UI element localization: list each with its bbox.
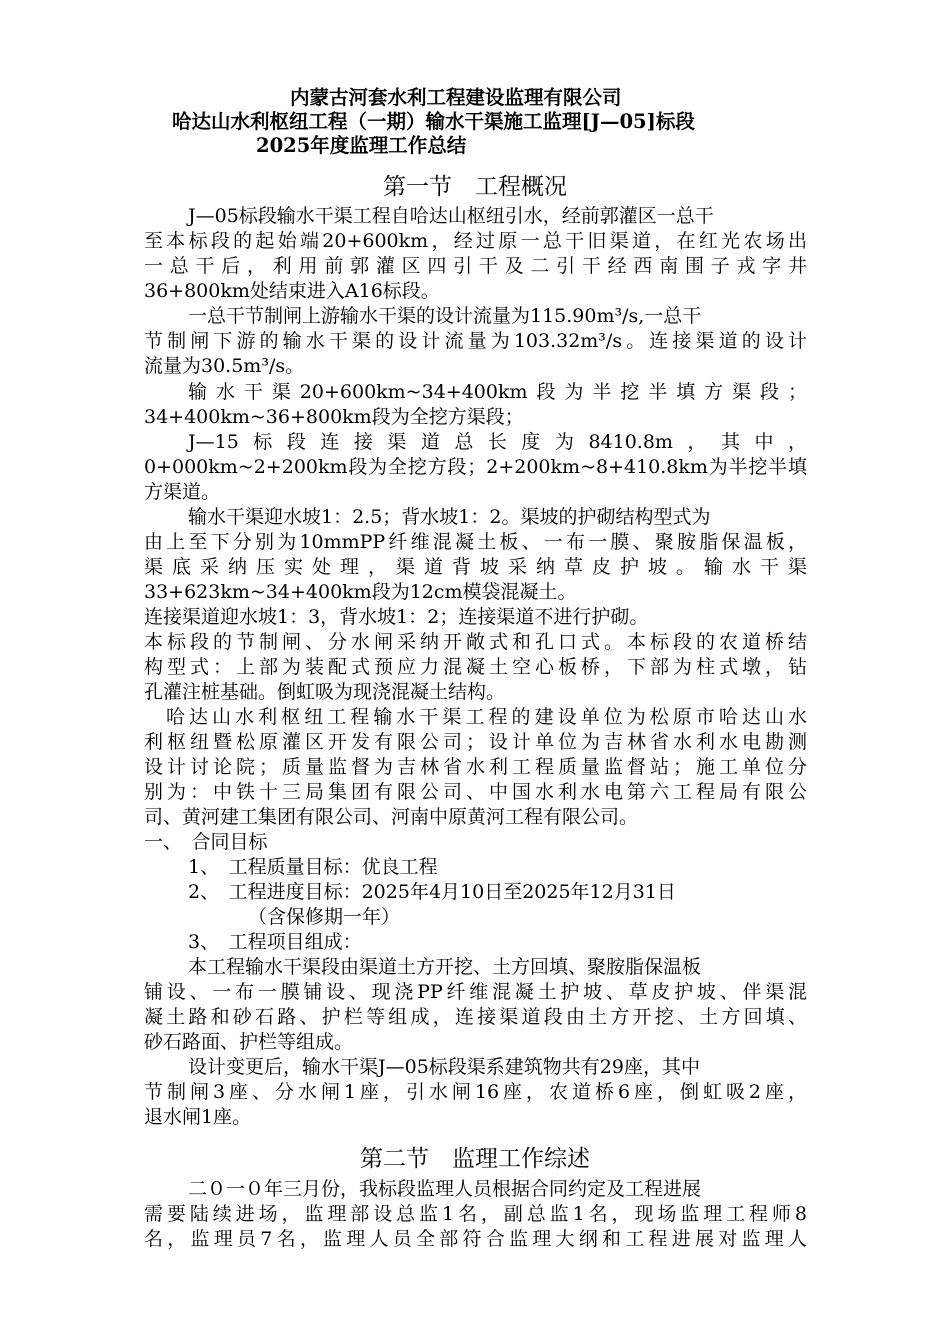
paragraph-line: J—15标段连接渠道总长度为8410.8m，其中，	[188, 431, 807, 453]
paragraph-line: 输水干渠迎水坡1：2.5；背水坡1：2。渠坡的护砌结构型式为	[188, 506, 711, 528]
paragraph-line: 连接渠道迎水坡1：3，背水坡1：2；连接渠道不进行护砌。	[144, 606, 649, 628]
paragraph-line: 孔灌注桩基础。倒虹吸为现浇混凝土结构。	[144, 681, 506, 703]
list-item: 3、 工程项目组成：	[188, 931, 362, 953]
list-item: 2、 工程进度目标：2025年4月10日至2025年12月31日	[188, 881, 676, 903]
list-item: 1、 工程质量目标：优良工程	[188, 856, 438, 878]
paragraph-line: 铺设、一布一膜铺设、现浇PP纤维混凝土护坡、草皮护坡、伴渠混	[144, 981, 807, 1003]
paragraph-line: 渠底采纳压实处理，渠道背坡采纳草皮护坡。输水干渠	[144, 556, 807, 578]
paragraph-line: 节制闸3座、分水闸1座，引水闸16座，农道桥6座，倒虹吸2座，	[144, 1081, 807, 1103]
paragraph-line: 本标段的节制闸、分水闸采纳开敞式和孔口式。本标段的农道桥结	[144, 631, 807, 653]
paragraph-line: 砂石路面、护栏等组成。	[144, 1031, 354, 1053]
paragraph-line: J—05标段输水干渠工程自哈达山枢纽引水，经前郭灌区一总干	[188, 205, 714, 227]
paragraph-line: 流量为30.5m³/s。	[144, 355, 305, 377]
paragraph-line: 设计讨论院；质量监督为吉林省水利工程质量监督站；施工单位分	[144, 756, 807, 778]
paragraph-line: 哈达山水利枢纽工程输水干渠工程的建设单位为松原市哈达山水	[166, 706, 807, 728]
paragraph-line: 名，监理员7名，监理人员全部符合监理大纲和工程进展对监理人	[144, 1228, 807, 1250]
section-heading-2: 第二节 监理工作综述	[360, 1146, 590, 1172]
project-title: 哈达山水利枢纽工程（一期）输水干渠施工监理[J—05]标段	[172, 110, 695, 133]
paragraph-line: 由上至下分别为10mmPP纤维混凝土板、一布一膜、聚胺脂保温板，	[144, 531, 807, 553]
paragraph-line: 凝土路和砂石路、护栏等组成，连接渠道段由土方开挖、土方回填、	[144, 1006, 807, 1028]
report-title: 2025年度监理工作总结	[256, 134, 467, 157]
paragraph-line: 利枢纽暨松原灌区开发有限公司；设计单位为吉林省水利水电勘测	[144, 731, 807, 753]
paragraph-line: 至本标段的起始端20+600km，经过原一总干旧渠道，在红光农场出	[144, 230, 807, 252]
subsection-heading: 一、 合同目标	[144, 831, 268, 853]
paragraph-line: 0+000km~2+200km段为全挖方段；2+200km~8+410.8km为半挖半填	[144, 456, 807, 478]
paragraph-line: 33+623km~34+400km段为12cm模袋混凝土。	[144, 581, 577, 603]
paragraph-line: 节制闸下游的输水干渠的设计流量为103.32m³/s。连接渠道的设计	[144, 330, 807, 352]
paragraph-line: 输水干渠20+600km~34+400km段为半挖半填方渠段；	[188, 381, 807, 403]
list-item-continuation: （含保修期一年）	[248, 906, 401, 928]
paragraph-line: 构型式：上部为装配式预应力混凝土空心板桥，下部为柱式墩，钻	[144, 656, 807, 678]
paragraph-line: 二０一０年三月份，我标段监理人员根据合同约定及工程进展	[188, 1178, 702, 1200]
paragraph-line: 司、黄河建工集团有限公司、河南中原黄河工程有限公司。	[144, 806, 639, 828]
paragraph-line: 36+800km处结束进入A16标段。	[144, 280, 440, 302]
paragraph-line: 34+400km~36+800km段为全挖方渠段；	[144, 406, 524, 428]
paragraph-line: 方渠道。	[144, 481, 221, 503]
paragraph-line: 别为：中铁十三局集团有限公司、中国水利水电第六工程局有限公	[144, 781, 807, 803]
paragraph-line: 一总干节制闸上游输水干渠的设计流量为115.90m³/s,一总干	[188, 305, 702, 327]
paragraph-line: 设计变更后，输水干渠J—05标段渠系建筑物共有29座，其中	[188, 1056, 700, 1078]
company-name: 内蒙古河套水利工程建设监理有限公司	[290, 86, 622, 109]
paragraph-line: 退水闸1座。	[144, 1106, 252, 1128]
paragraph-line: 一总干后，利用前郭灌区四引干及二引干经西南围子戎字井	[144, 255, 807, 277]
section-heading-1: 第一节 工程概况	[383, 174, 567, 200]
paragraph-line: 本工程输水干渠段由渠道土方开挖、土方回填、聚胺脂保温板	[188, 956, 702, 978]
paragraph-line: 需要陆续进场，监理部设总监1名，副总监1名，现场监理工程师8	[144, 1203, 807, 1225]
